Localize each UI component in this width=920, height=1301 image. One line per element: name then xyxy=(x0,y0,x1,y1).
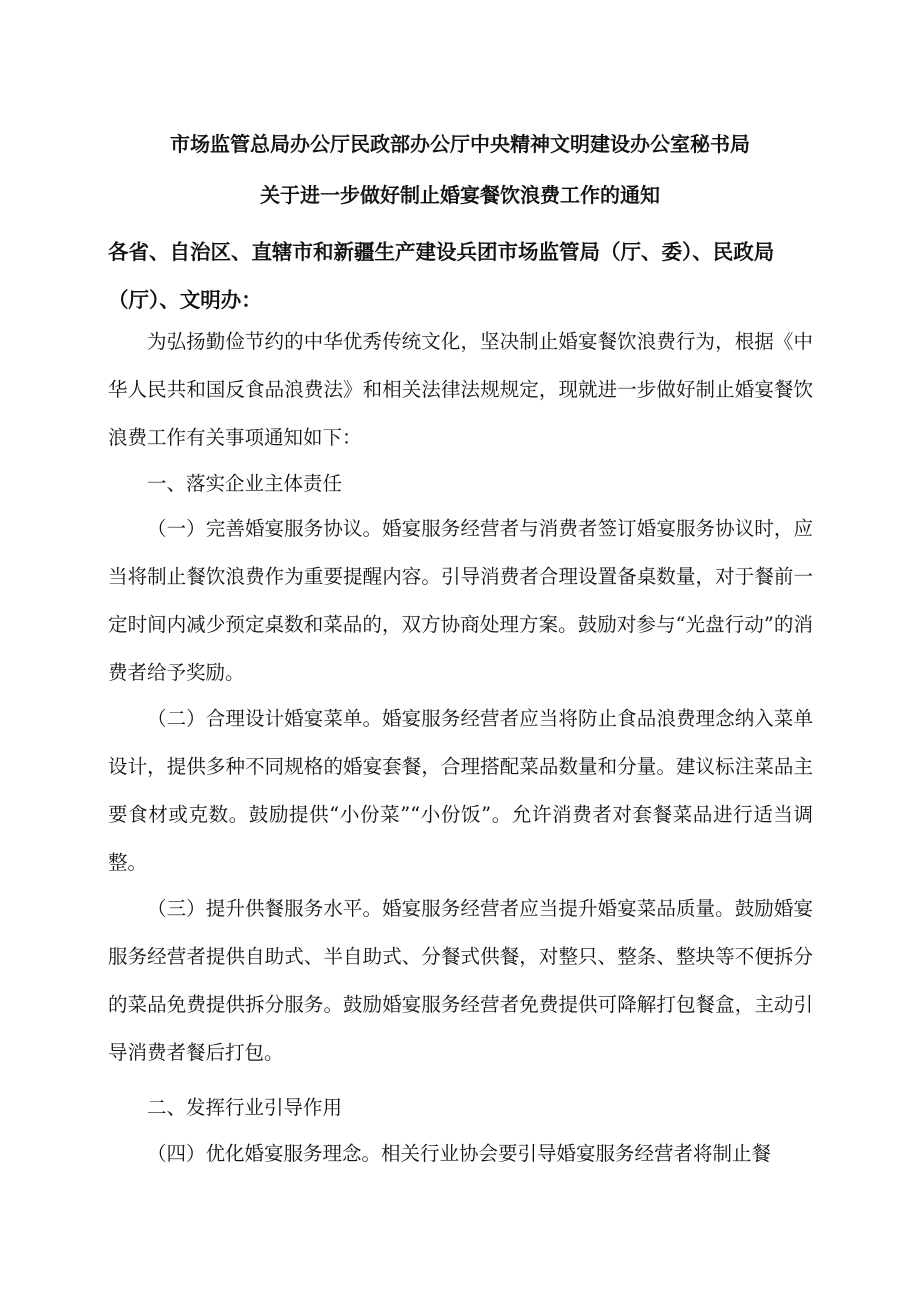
paragraph-item-1: （一）完善婚宴服务协议。婚宴服务经营者与消费者签订婚宴服务协议时，应当将制止餐饮浪费作为重要提醒内容。引导消费者合理设置备桌数量，对于餐前一定时间内减少预定桌数和菜品的，双方协商处理方案。鼓励对参与“光盘行动”的消费者给予奖励。 xyxy=(108,517,813,684)
document-title-line-1: 市场监管总局办公厅民政部办公厅中央精神文明建设办公室秘书局 xyxy=(170,132,750,156)
paragraph-item-3: （三）提升供餐服务水平。婚宴服务经营者应当提升婚宴菜品质量。鼓励婚宴服务经营者提供自助式、半自助式、分餐式供餐，对整只、整条、整块等不便拆分的菜品免费提供拆分服务。鼓励婚宴服务经营者免费提供可降解打包餐盒，主动引导消费者餐后打包。 xyxy=(108,897,813,1064)
section-heading-1: 一、落实企业主体责任 xyxy=(147,472,343,495)
intro-paragraph: 为弘扬勤俭节约的中华优秀传统文化，坚决制止婚宴餐饮浪费行为，根据《中华人民共和国反食品浪费法》和相关法律法规规定，现就进一步做好制止婚宴餐饮浪费工作有关事项通知如下： xyxy=(108,330,813,449)
addressee: 各省、自治区、直辖市和新疆生产建设兵团市场监管局（厅、委）、民政局（厅）、文明办： xyxy=(108,240,775,312)
document-title-line-2: 关于进一步做好制止婚宴餐饮浪费工作的通知 xyxy=(260,183,660,207)
paragraph-item-2: （二）合理设计婚宴菜单。婚宴服务经营者应当将防止食品浪费理念纳入菜单设计，提供多种不同规格的婚宴套餐，合理搭配菜品数量和分量。建议标注菜品主要食材或克数。鼓励提供“小份菜”“小份饭”。允许消费者对套餐菜品进行适当调整。 xyxy=(108,707,813,874)
paragraph-item-4: （四）优化婚宴服务理念。相关行业协会要引导婚宴服务经营者将制止餐 xyxy=(147,1142,772,1165)
section-heading-2: 二、发挥行业引导作用 xyxy=(147,1096,343,1119)
